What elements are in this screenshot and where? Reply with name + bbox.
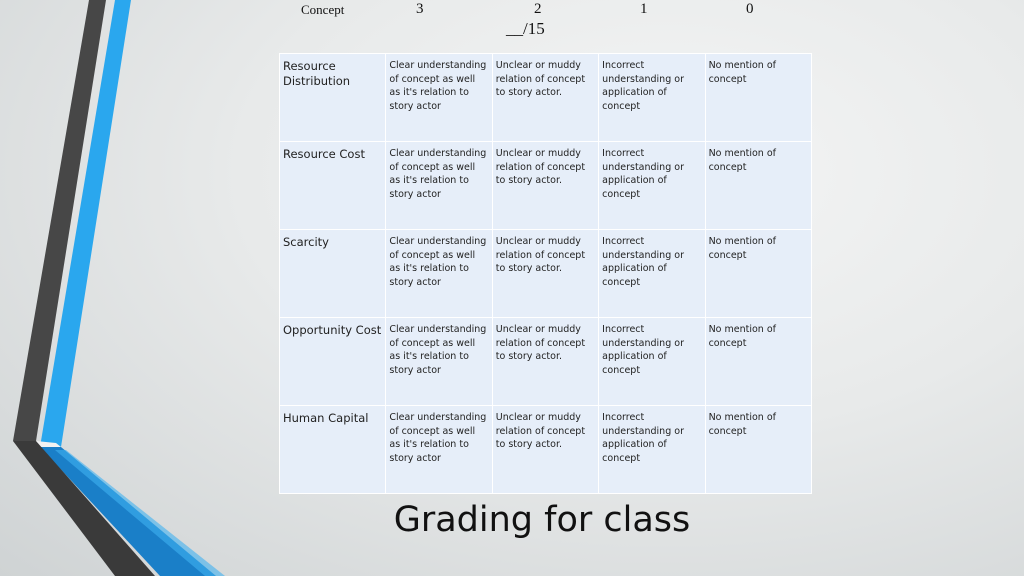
table-row <box>280 54 812 142</box>
score-1-cell: Incorrect understanding or application of concept <box>599 230 705 318</box>
decorative-stripes <box>0 0 240 576</box>
score-0-cell: No mention of concept <box>705 230 811 318</box>
header-score-0: 0 <box>746 1 754 17</box>
header-score-2: 2 <box>534 1 542 17</box>
score-2-cell: Unclear or muddy relation of concept to story actor. <box>492 230 598 318</box>
score-2-cell: Unclear or muddy relation of concept to story actor. <box>492 54 598 142</box>
score-2-cell: Unclear or muddy relation of concept to story actor. <box>492 318 598 406</box>
score-0-cell: No mention of concept <box>705 54 811 142</box>
table-row <box>280 230 812 318</box>
concept-cell: Human Capital <box>280 406 386 494</box>
score-1-cell: Incorrect understanding or application of concept <box>599 54 705 142</box>
score-3-cell: Clear understanding of concept as well as it's relation to story actor <box>386 142 492 230</box>
score-3-cell: Clear understanding of concept as well as it's relation to story actor <box>386 54 492 142</box>
concept-cell: Scarcity <box>280 230 386 318</box>
score-2-cell: Unclear or muddy relation of concept to story actor. <box>492 142 598 230</box>
concept-cell: Resource Distribution <box>280 54 386 142</box>
table-row <box>280 406 812 494</box>
header-concept: Concept <box>301 2 345 17</box>
header-score-3: 3 <box>416 1 424 17</box>
rubric-table <box>279 53 812 494</box>
table-row <box>280 318 812 406</box>
score-3-cell: Clear understanding of concept as well as it's relation to story actor <box>386 318 492 406</box>
score-2-cell: Unclear or muddy relation of concept to story actor. <box>492 406 598 494</box>
score-1-cell: Incorrect understanding or application of concept <box>599 318 705 406</box>
concept-cell: Opportunity Cost <box>280 318 386 406</box>
total-score: __/15 <box>506 19 545 38</box>
header-score-1: 1 <box>640 1 648 17</box>
score-header-row <box>0 0 1024 20</box>
score-1-cell: Incorrect understanding or application of concept <box>599 406 705 494</box>
score-0-cell: No mention of concept <box>705 142 811 230</box>
score-1-cell: Incorrect understanding or application of concept <box>599 142 705 230</box>
score-3-cell: Clear understanding of concept as well as it's relation to story actor <box>386 406 492 494</box>
score-0-cell: No mention of concept <box>705 318 811 406</box>
slide-title: Grading for class <box>393 500 691 540</box>
concept-cell: Resource Cost <box>280 142 386 230</box>
score-0-cell: No mention of concept <box>705 406 811 494</box>
score-3-cell: Clear understanding of concept as well as it's relation to story actor <box>386 230 492 318</box>
table-row <box>280 142 812 230</box>
